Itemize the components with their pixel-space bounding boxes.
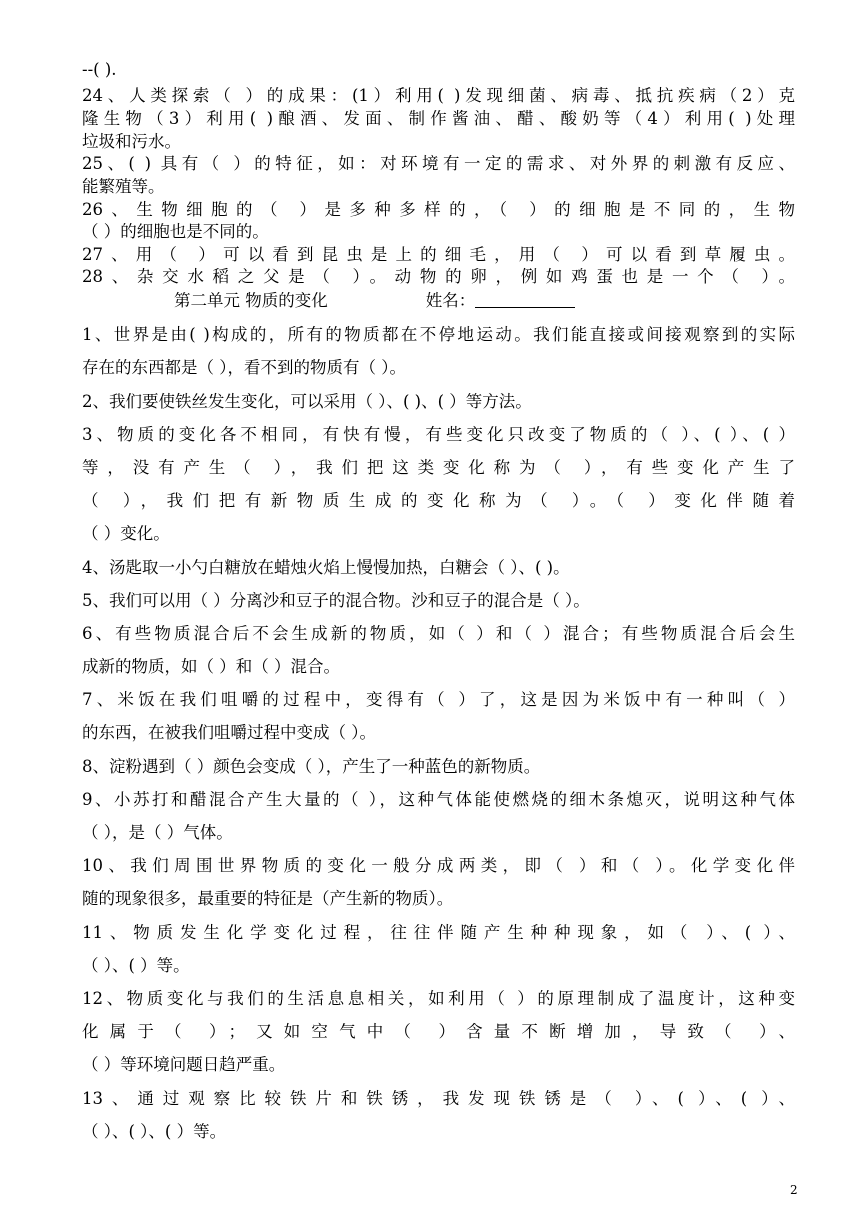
text-line: （ ）、( ）、( ）等。 — [82, 1122, 227, 1141]
page-number: 2 — [790, 1183, 798, 1197]
text-line: （ ）等环境问题日趋严重。 — [82, 1055, 286, 1074]
text-line: 26、生物细胞的（ ）是多种多样的，（ ）的细胞是不同的，生物 — [82, 200, 795, 219]
text-line: （ ）变化。 — [82, 524, 170, 543]
text-line: 8、淀粉遇到（ ）颜色会变成（ ），产生了一种蓝色的新物质。 — [82, 757, 541, 776]
text-line: 12、物质变化与我们的生活息息相关，如利用（ ）的原理制成了温度计，这种变 — [82, 989, 795, 1008]
unit-header — [174, 291, 575, 310]
text-line: 1、世界是由( )构成的，所有的物质都在不停地运动。我们能直接或间接观察到的实际 — [82, 325, 795, 344]
text-line: 11、物质发生化学变化过程，往往伴随产生种种现象，如（ ）、( ）、 — [82, 923, 795, 942]
text-line: （ ），是（ ）气体。 — [82, 823, 233, 842]
text-line: （ ），我们把有新物质生成的变化称为（ ）。（ ）变化伴随着 — [82, 491, 795, 510]
text-line: 5、我们可以用（ ）分离沙和豆子的混合物。沙和豆子的混合是（ ）。 — [82, 591, 590, 610]
text-line: 10、我们周围世界物质的变化一般分成两类，即（ ）和（ ）。化学变化伴 — [82, 856, 795, 875]
name-label: 姓名： — [425, 291, 476, 310]
text-line: 24、人类探索（ ）的成果：(1）利用( )发现细菌、病毒、抵抗疾病（2）克 — [82, 86, 795, 105]
text-line: 隆生物（3）利用( )酿酒、发面、制作酱油、醋、酸奶等（4）利用( )处理 — [82, 109, 795, 128]
text-line: （ ）的细胞也是不同的。 — [82, 222, 269, 241]
text-line: 成新的物质，如（ ）和（ ）混合。 — [82, 657, 340, 676]
text-line: （ ）、( ）等。 — [82, 956, 190, 975]
text-line: 2、我们要使铁丝发生变化，可以采用（ ）、( )、( ）等方法。 — [82, 392, 532, 411]
text-line: 7、米饭在我们咀嚼的过程中，变得有（ ）了，这是因为米饭中有一种叫（ ） — [82, 690, 795, 709]
text-line: 的东西，在被我们咀嚼过程中变成（ ）。 — [82, 723, 376, 742]
text-line: 垃圾和污水。 — [82, 132, 181, 151]
text-line: 等，没有产生（ ），我们把这类变化称为（ ），有些变化产生了 — [82, 458, 795, 477]
text-line: 存在的东西都是（ ），看不到的物质有（ ）。 — [82, 358, 406, 377]
text-line: --( ). — [82, 60, 117, 79]
text-line: 3、物质的变化各不相同，有快有慢，有些变化只改变了物质的（ ）、( ）、( ） — [82, 425, 795, 444]
text-line: 6、有些物质混合后不会生成新的物质，如（ ）和（ ）混合；有些物质混合后会生 — [82, 624, 795, 643]
name-blank-line — [475, 291, 575, 308]
text-line: 25、( ) 具有（ ）的特征，如：对环境有一定的需求、对外界的刺激有反应、 — [82, 154, 795, 173]
text-line: 9、小苏打和醋混合产生大量的（ ），这种气体能使燃烧的细木条熄灭，说明这种气体 — [82, 790, 795, 809]
text-line: 化属于（ ）；又如空气中（ ）含量不断增加，导致（ ）、 — [82, 1022, 795, 1041]
text-line: 4、汤匙取一小勺白糖放在蜡烛火焰上慢慢加热，白糖会（ ）、( )。 — [82, 558, 570, 577]
text-line: 28、杂交水稻之父是（ ）。动物的卵，例如鸡蛋也是一个（ ）。 — [82, 267, 795, 286]
text-line: 27、用（ ）可以看到昆虫是上的细毛，用（ ）可以看到草履虫。 — [82, 245, 795, 264]
unit-title: 第二单元 物质的变化 — [174, 291, 328, 310]
text-line: 能繁殖等。 — [82, 177, 165, 196]
text-line: 13、通过观察比较铁片和铁锈，我发现铁锈是（ ）、( ）、( ）、 — [82, 1089, 795, 1108]
text-line: 随的现象很多，最重要的特征是（产生新的物质）。 — [82, 889, 454, 908]
